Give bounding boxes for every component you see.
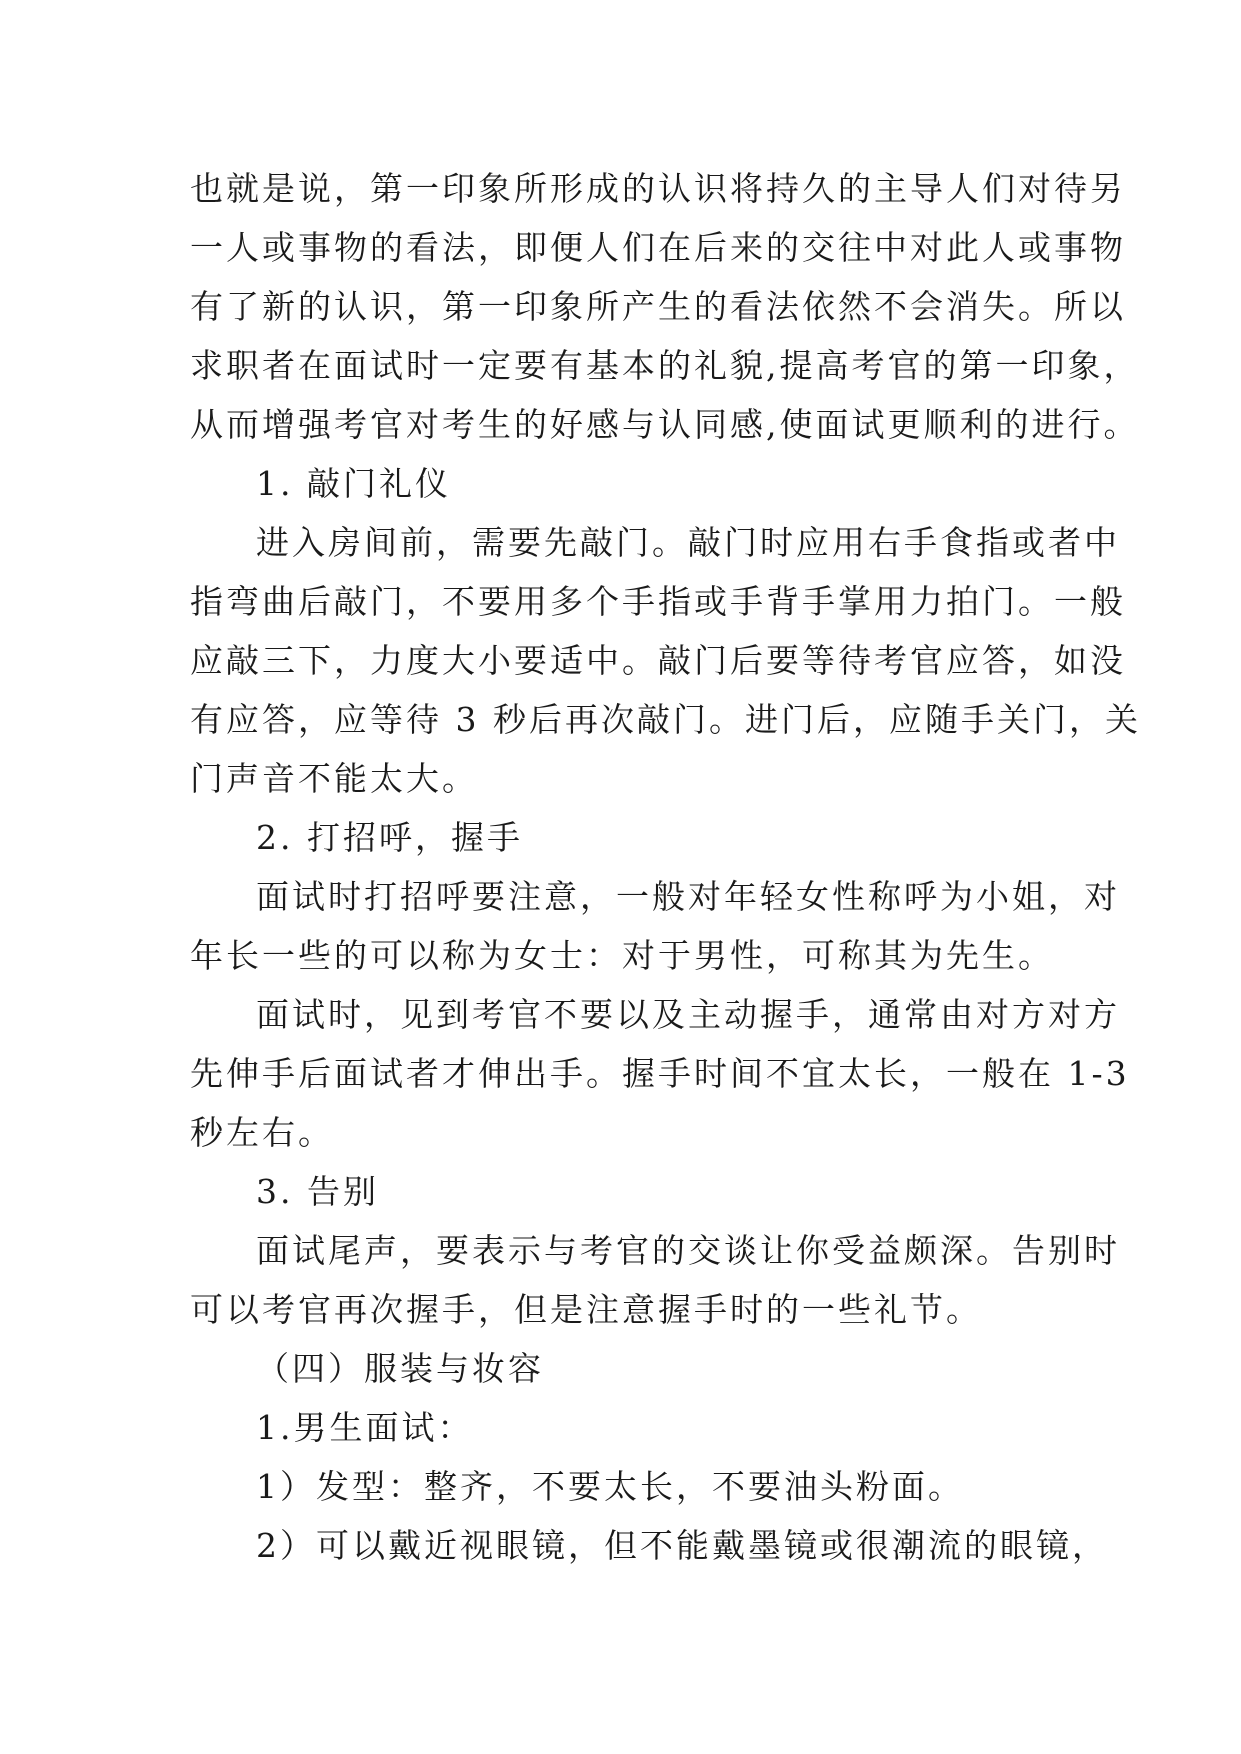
paragraph-line: 可以考官再次握手，但是注意握手时的一些礼节。 [190, 1290, 982, 1329]
paragraph-line: 求职者在面试时一定要有基本的礼貌,提高考官的第一印象， [190, 346, 1140, 385]
paragraph-line: 也就是说，第一印象所形成的认识将持久的主导人们对待另 [190, 169, 1126, 208]
paragraph-line: 进入房间前，需要先敲门。敲门时应用右手食指或者中 [256, 523, 1120, 562]
paragraph-line: 从而增强考官对考生的好感与认同感,使面试更顺利的进行。 [190, 405, 1140, 444]
section-heading: 1. 敲门礼仪 [256, 464, 451, 503]
paragraph-line: 秒左右。 [190, 1113, 334, 1152]
subsection-heading: 1.男生面试： [256, 1408, 474, 1447]
paragraph-line: 有应答，应等待 3 秒后再次敲门。进门后，应随手关门，关 [190, 700, 1141, 739]
paragraph-line: 门声音不能太大。 [190, 759, 478, 798]
paragraph-line: 年长一些的可以称为女士：对于男性，可称其为先生。 [190, 936, 1054, 975]
paragraph-line: 先伸手后面试者才伸出手。握手时间不宜太长，一般在 1-3 [190, 1054, 1130, 1093]
paragraph-line: 面试时，见到考官不要以及主动握手，通常由对方对方 [256, 995, 1120, 1034]
document-body [190, 160, 1141, 1575]
section-heading: 3. 告别 [256, 1172, 379, 1211]
section-heading: （四）服装与妆容 [256, 1349, 544, 1388]
paragraph-line: 指弯曲后敲门，不要用多个手指或手背手掌用力拍门。一般 [190, 582, 1126, 621]
paragraph-line: 应敲三下，力度大小要适中。敲门后要等待考官应答，如没 [190, 641, 1126, 680]
list-item: 2）可以戴近视眼镜，但不能戴墨镜或很潮流的眼镜， [256, 1526, 1108, 1565]
paragraph-line: 一人或事物的看法，即便人们在后来的交往中对此人或事物 [190, 228, 1126, 267]
paragraph-line: 有了新的认识，第一印象所产生的看法依然不会消失。所以 [190, 287, 1126, 326]
list-item: 1）发型：整齐，不要太长，不要油头粉面。 [256, 1467, 964, 1506]
paragraph-line: 面试尾声，要表示与考官的交谈让你受益颇深。告别时 [256, 1231, 1120, 1270]
section-heading: 2. 打招呼，握手 [256, 818, 523, 857]
paragraph-line: 面试时打招呼要注意，一般对年轻女性称呼为小姐，对 [256, 877, 1120, 916]
